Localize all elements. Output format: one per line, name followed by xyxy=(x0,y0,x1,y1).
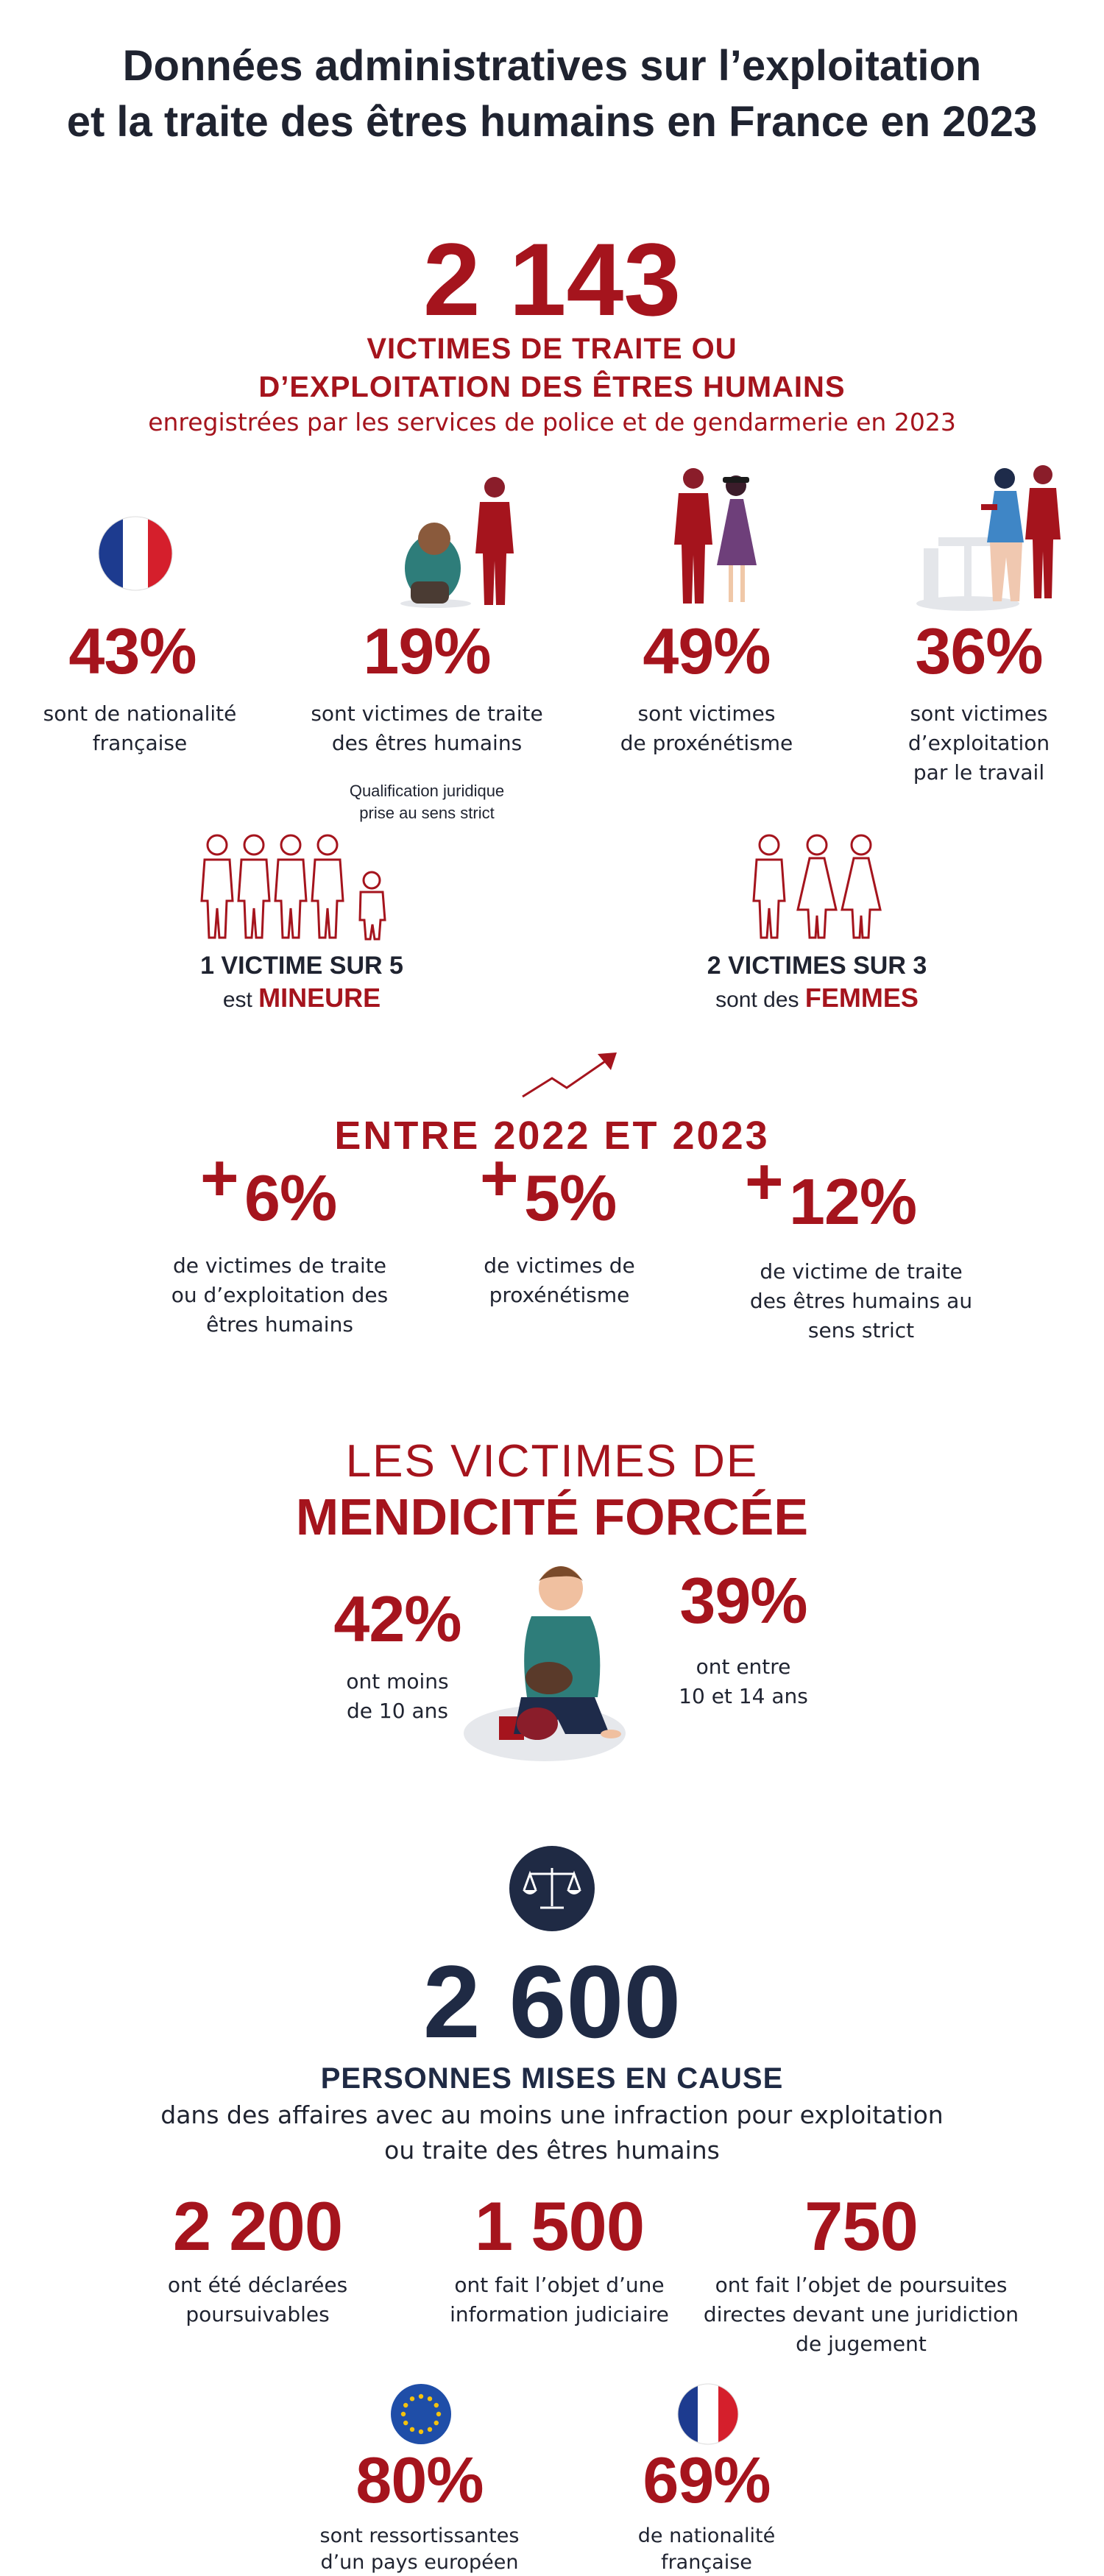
french-flag-icon xyxy=(677,2383,739,2445)
women-prefix: sont des xyxy=(715,988,805,1012)
eu-star xyxy=(419,2394,423,2399)
defendants-label: PERSONNES MISES EN CAUSE xyxy=(320,2062,784,2095)
desc-line: d’un pays européen xyxy=(320,2551,519,2574)
defendants-french-value: 69% xyxy=(643,2444,771,2516)
evolution-desc-1 xyxy=(132,1251,427,1340)
plus-sign: + xyxy=(480,1142,519,1215)
desc-line: sont de nationalité xyxy=(43,701,237,726)
desc-line: ont moins xyxy=(346,1669,449,1694)
minors-prefix: est xyxy=(222,988,259,1012)
evolution-title: ENTRE 2022 ET 2023 xyxy=(334,1114,770,1158)
stat-trafficking-value: 19% xyxy=(363,615,491,687)
defendants-subtitle xyxy=(0,2098,1104,2168)
desc-line: ou d’exploitation des xyxy=(171,1283,389,1307)
eu-star xyxy=(410,2396,414,2401)
desc-line: française xyxy=(92,731,188,755)
desc-line: poursuivables xyxy=(185,2302,330,2326)
begging-left-value: 42% xyxy=(333,1582,461,1655)
eu-star xyxy=(403,2403,408,2407)
desc-line: sont victimes xyxy=(910,701,1048,726)
eu-star xyxy=(410,2427,414,2432)
desc-line: ont entre xyxy=(696,1655,791,1679)
people-women-icon xyxy=(751,832,883,942)
page-title xyxy=(0,38,1104,150)
title-line-1: Données administratives sur l’exploitation xyxy=(122,42,982,90)
evolution-value: 12% xyxy=(789,1165,917,1238)
defendants-european-desc xyxy=(287,2523,552,2576)
desc-line: sens strict xyxy=(807,1318,915,1342)
stat-pimping-value: 49% xyxy=(643,615,771,687)
desc-line: sont victimes de traite xyxy=(311,701,543,726)
eu-star xyxy=(434,2403,439,2407)
begging-right-desc xyxy=(648,1652,839,1711)
defendants-french-desc xyxy=(589,2523,824,2576)
desc-line: êtres humains xyxy=(206,1312,353,1337)
evolution-item-1 xyxy=(191,1142,397,1244)
stat-labor-value: 36% xyxy=(915,615,1043,687)
eu-star xyxy=(428,2427,432,2432)
defendants-investigation-desc xyxy=(412,2271,707,2329)
desc-line: 10 et 14 ans xyxy=(679,1684,808,1708)
eu-flag-icon xyxy=(390,2383,452,2445)
defendants-investigation-value: 1 500 xyxy=(474,2187,645,2265)
note-line: Qualification juridique xyxy=(349,782,505,800)
evolution-item-2 xyxy=(471,1142,677,1244)
desc-line: directes devant une juridiction xyxy=(703,2302,1019,2326)
defendants-european-value: 80% xyxy=(355,2444,484,2516)
eu-star xyxy=(403,2421,408,2425)
defendants-prosecutable-value: 2 200 xyxy=(172,2187,343,2265)
women-line-1: 2 VICTIMES SUR 3 xyxy=(707,952,927,980)
victims-label xyxy=(0,330,1104,406)
legal-qualification-note xyxy=(309,780,545,824)
evolution-item-3 xyxy=(736,1145,972,1248)
begging-right-value: 39% xyxy=(679,1564,807,1637)
defendants-direct-desc xyxy=(699,2271,1023,2359)
stat-nationality-value: 43% xyxy=(68,615,197,687)
desc-line: d’exploitation xyxy=(907,731,1050,755)
desc-line: de nationalité xyxy=(637,2524,776,2547)
eu-star xyxy=(436,2412,441,2416)
desc-line: information judiciaire xyxy=(450,2302,669,2326)
defendants-direct-value: 750 xyxy=(804,2187,918,2265)
desc-line: sont ressortissantes xyxy=(319,2524,520,2547)
evolution-value: 6% xyxy=(244,1161,337,1234)
desc-line: par le travail xyxy=(913,760,1045,785)
eu-star xyxy=(428,2396,432,2401)
plus-sign: + xyxy=(200,1142,239,1215)
stat-nationality-desc xyxy=(22,699,258,758)
defendants-prosecutable-desc xyxy=(125,2271,390,2329)
eu-star xyxy=(401,2412,406,2416)
minors-stat xyxy=(147,949,456,1016)
victims-count: 2 143 xyxy=(422,222,682,337)
minors-line-2 xyxy=(147,982,456,1016)
stat-pimping-desc xyxy=(589,699,824,758)
desc-line: de victimes de xyxy=(484,1253,635,1278)
trend-up-arrow-icon xyxy=(515,1045,626,1104)
desc-line: de victimes de traite xyxy=(173,1253,386,1278)
desc-line: des êtres humains xyxy=(331,731,523,755)
eu-star xyxy=(434,2421,439,2425)
minors-line-1: 1 VICTIME SUR 5 xyxy=(200,952,403,980)
desc-line: de jugement xyxy=(796,2332,927,2356)
victims-subtitle: enregistrées par les services de police et de gendarmerie en 2023 xyxy=(148,408,956,436)
defendants-count: 2 600 xyxy=(422,1944,682,2059)
evolution-desc-3 xyxy=(714,1257,1008,1345)
desc-line: de victime de traite xyxy=(760,1259,963,1284)
stat-labor-desc xyxy=(861,699,1097,788)
victims-label-line-2: D’EXPLOITATION DES ÊTRES HUMAINS xyxy=(258,371,846,403)
women-stat xyxy=(662,949,972,1016)
desc-line: française xyxy=(661,2551,752,2574)
scales-of-justice-icon xyxy=(508,1844,596,1933)
women-highlight: FEMMES xyxy=(804,983,919,1013)
subtitle-line: ou traite des êtres humains xyxy=(384,2136,720,2165)
begging-title-1: LES VICTIMES DE xyxy=(345,1436,759,1487)
pimping-victim-icon xyxy=(662,464,773,611)
desc-line: ont été déclarées xyxy=(167,2273,348,2297)
plus-sign: + xyxy=(745,1145,784,1219)
people-minor-icon xyxy=(199,832,397,942)
eu-star xyxy=(419,2430,423,2434)
note-line: prise au sens strict xyxy=(359,804,495,822)
desc-line: des êtres humains au xyxy=(749,1289,973,1313)
desc-line: sont victimes xyxy=(637,701,776,726)
begging-title-2: MENDICITÉ FORCÉE xyxy=(295,1488,809,1546)
minors-highlight: MINEURE xyxy=(258,983,381,1013)
desc-line: de proxénétisme xyxy=(620,731,793,755)
title-line-2: et la traite des êtres humains en France en 2023 xyxy=(66,98,1038,146)
stat-trafficking-desc xyxy=(294,699,559,758)
evolution-value: 5% xyxy=(524,1161,617,1234)
begging-child-icon xyxy=(456,1553,648,1766)
subtitle-line: dans des affaires avec au moins une infraction pour exploitation xyxy=(160,2101,944,2129)
french-flag-icon xyxy=(97,515,174,592)
desc-line: ont fait l’objet de poursuites xyxy=(715,2273,1008,2297)
desc-line: proxénétisme xyxy=(489,1283,630,1307)
trafficking-victim-icon xyxy=(397,471,530,611)
desc-line: de 10 ans xyxy=(347,1699,448,1723)
labor-exploitation-icon xyxy=(909,460,1064,615)
evolution-desc-2 xyxy=(427,1251,692,1310)
victims-label-line-1: VICTIMES DE TRAITE OU xyxy=(367,333,737,365)
women-line-2 xyxy=(662,982,972,1016)
desc-line: ont fait l’objet d’une xyxy=(454,2273,665,2297)
